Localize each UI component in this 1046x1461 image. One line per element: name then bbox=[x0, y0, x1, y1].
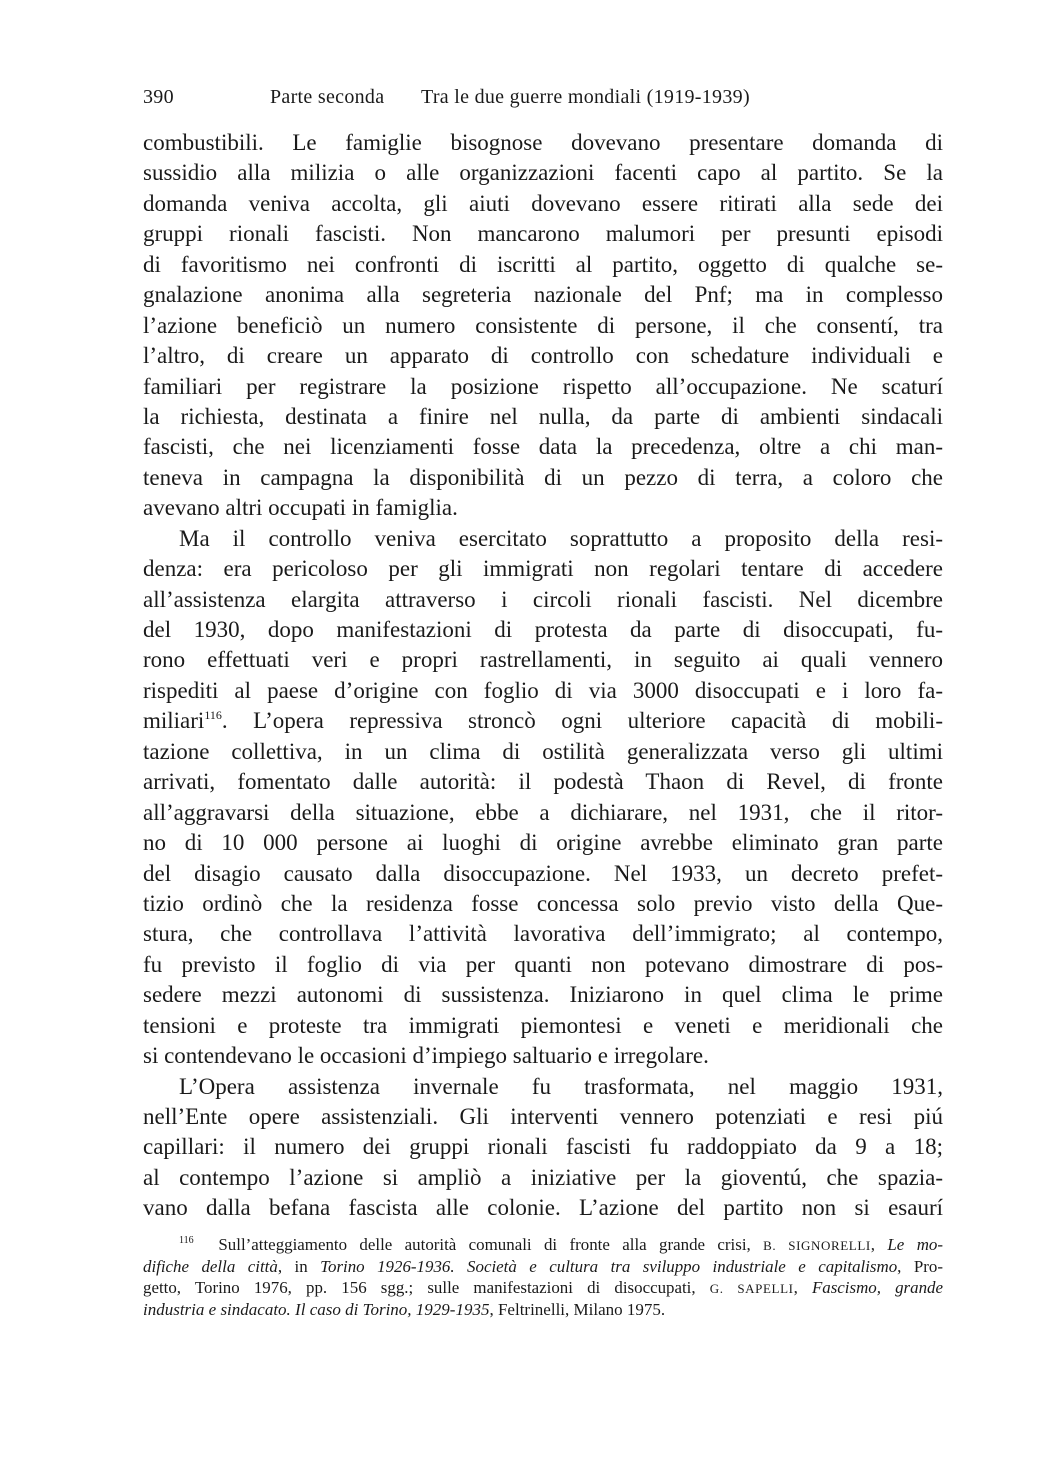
text-line: domanda veniva accolta, gli aiuti dovevano essere ritirati alla sede dei bbox=[143, 190, 943, 216]
work-title: industria e sindacato. Il caso di Torino, 1929-1935 bbox=[143, 1299, 490, 1319]
footnote-line bbox=[143, 1277, 943, 1299]
text-line: arrivati, fomentato dalle autorità: il podestà Thaon di Revel, di fronte bbox=[143, 769, 943, 795]
text-line: stura, che controllava l’attività lavorativa dell’immigrato; al contempo, bbox=[143, 921, 943, 947]
running-head-title: Tra le due guerre mondiali (1919-1939) bbox=[421, 86, 750, 108]
footnote-text: , Pro- bbox=[897, 1256, 943, 1276]
footnote-text: , in bbox=[277, 1256, 321, 1276]
work-title: Le mo- bbox=[887, 1235, 943, 1254]
text-fragment: . L’opera repressiva stroncò ogni ulteriore capacità di mobili- bbox=[221, 708, 943, 734]
text-line: fu previsto il foglio di via per quanti non potevano dimostrare di pos- bbox=[143, 951, 943, 977]
work-title: Torino 1926-1936. Società e cultura tra sviluppo industriale e capitalismo bbox=[320, 1256, 898, 1276]
footnote-line bbox=[143, 1299, 943, 1321]
text-fragment: miliari bbox=[143, 708, 205, 734]
text-line: gruppi rionali fascisti. Non mancarono malumori per presunti episodi bbox=[143, 221, 943, 247]
text-line: la richiesta, destinata a finire nel nulla, da parte di ambienti sindacali bbox=[143, 403, 943, 429]
footnote-text: , bbox=[793, 1278, 812, 1297]
text-line: vano dalla befana fascista alle colonie. L’azione del partito non si esaurí bbox=[143, 1195, 943, 1221]
text-line: capillari: il numero dei gruppi rionali fascisti fu raddoppiato da 9 a 18; bbox=[143, 1134, 943, 1160]
text-line: fascisti, che nei licenziamenti fosse data la precedenza, oltre a chi man- bbox=[143, 434, 943, 460]
author-name: G. SAPELLI bbox=[709, 1281, 794, 1296]
text-line: all’assistenza elargita attraverso i circoli rionali fascisti. Nel dicembre bbox=[143, 586, 943, 612]
footnote-text: , Feltrinelli, Milano 1975. bbox=[489, 1299, 666, 1319]
text-line: rono effettuati veri e propri rastrellamenti, in seguito ai quali vennero bbox=[143, 647, 943, 673]
page-number: 390 bbox=[143, 86, 174, 108]
main-text bbox=[143, 128, 943, 1224]
text-line: all’aggravarsi della situazione, ebbe a dichiarare, nel 1931, che il ritor- bbox=[143, 799, 943, 825]
text-line: no di 10 000 persone ai luoghi di origine avrebbe eliminato gran parte bbox=[143, 830, 943, 856]
footnote-line bbox=[143, 1256, 943, 1278]
text-line: Ma il controllo veniva esercitato soprattutto a proposito della resi- bbox=[179, 525, 943, 551]
footnote-number: 116 bbox=[179, 1235, 194, 1246]
work-title: Fascismo, grande bbox=[811, 1278, 944, 1297]
text-line: combustibili. Le famiglie bisognose dovevano presentare domanda di bbox=[143, 130, 943, 155]
text-line: tazione collettiva, in un clima di ostilità generalizzata verso gli ultimi bbox=[143, 738, 943, 764]
text-line: L’Opera assistenza invernale fu trasformata, nel maggio 1931, bbox=[179, 1073, 943, 1099]
text-line: sedere mezzi autonomi di sussistenza. Iniziarono in quel clima le prime bbox=[143, 982, 943, 1008]
text-line: l’azione beneficiò un numero consistente di persone, il che consentí, tra bbox=[143, 312, 943, 338]
text-line: sussidio alla milizia o alle organizzazioni facenti capo al partito. Se la bbox=[143, 160, 943, 186]
text-line: di favoritismo nei confronti di iscritti al partito, oggetto di qualche se- bbox=[143, 251, 943, 277]
text-line: tensioni e proteste tra immigrati piemontesi e veneti e meridionali che bbox=[143, 1012, 943, 1038]
text-line: familiari per registrare la posizione rispetto all’occupazione. Ne scaturí bbox=[143, 373, 943, 399]
text-line: tizio ordinò che la residenza fosse concessa solo previo visto della Que- bbox=[143, 890, 943, 916]
text-line: teneva in campagna la disponibilità di un pezzo di terra, a coloro che bbox=[143, 464, 943, 490]
footnote-reference[interactable]: 116 bbox=[204, 708, 222, 723]
text-line: nell’Ente opere assistenziali. Gli interventi vennero potenziati e resi piú bbox=[143, 1104, 943, 1129]
footnotes bbox=[143, 1234, 943, 1320]
text-line: del 1930, dopo manifestazioni di protesta da parte di disoccupati, fu- bbox=[143, 617, 943, 642]
author-name: B. SIGNORELLI bbox=[763, 1238, 871, 1253]
footnote-text: getto, Torino 1976, pp. 156 sgg.; sulle manifestazioni di disoccupati, bbox=[143, 1278, 710, 1297]
text-line-with-footnote bbox=[143, 706, 943, 736]
footnote-text: Sull’atteggiamento delle autorità comunali di fronte alla grande crisi, bbox=[218, 1235, 764, 1254]
text-line: si contendevano le occasioni d’impiego saltuario e irregolare. bbox=[143, 1043, 709, 1069]
text-line: gnalazione anonima alla segreteria nazionale del Pnf; ma in complesso bbox=[143, 282, 943, 308]
work-title: difiche della città bbox=[143, 1256, 278, 1276]
text-line: rispediti al paese d’origine con foglio di via 3000 disoccupati e i loro fa- bbox=[143, 677, 943, 703]
running-head-part: Parte seconda bbox=[270, 86, 385, 108]
text-line: del disagio causato dalla disoccupazione. Nel 1933, un decreto prefet- bbox=[143, 860, 943, 886]
footnote-text: , bbox=[870, 1235, 888, 1254]
text-line: avevano altri occupati in famiglia. bbox=[143, 495, 458, 521]
text-line: denza: era pericoloso per gli immigrati non regolari tentare di accedere bbox=[143, 556, 943, 582]
text-line: l’altro, di creare un apparato di controllo con schedature individuali e bbox=[143, 343, 943, 369]
footnote-line bbox=[143, 1234, 943, 1256]
text-line: al contempo l’azione si ampliò a iniziative per la gioventú, che spazia- bbox=[143, 1164, 943, 1190]
